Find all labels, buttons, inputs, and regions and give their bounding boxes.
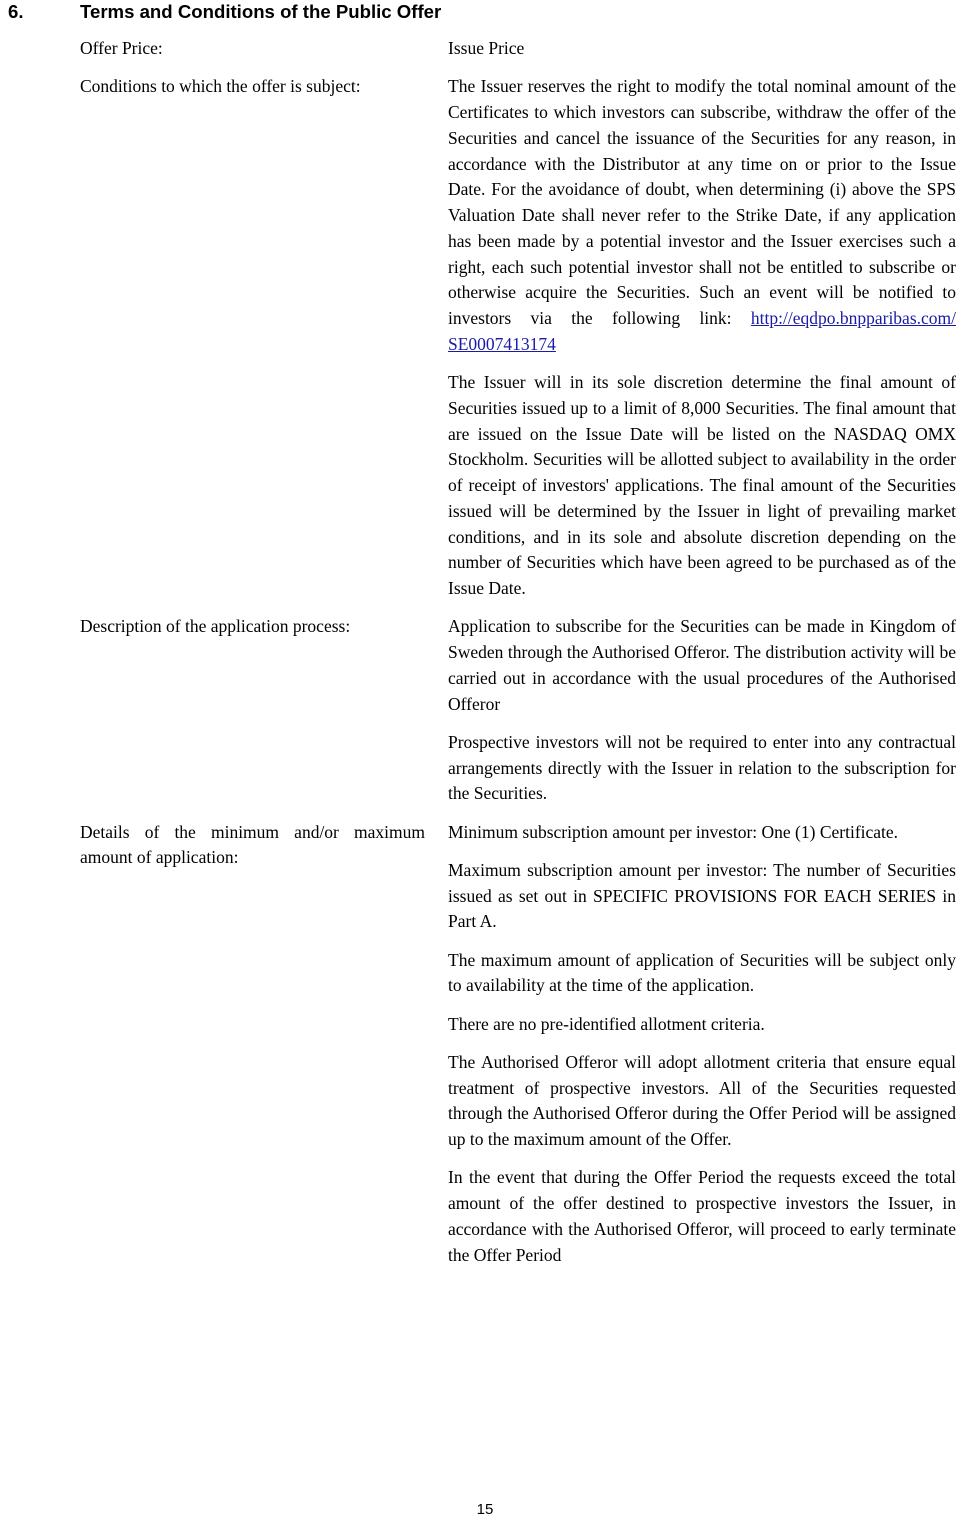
conditions-label: Conditions to which the offer is subject: xyxy=(80,76,361,97)
conditions-text: The Issuer reserves the right to modify the total nominal amount of the Certificates to which investors can subscribe, withdraw the offer of the Securities and cancel the issuance of the Securities for any reason, in accordance with the Distributor at any time on or prior to the Issue Date. For the avoidance of doubt, when determining (i) above the SPS Valuation Date shall never refer to the Strike Date, if any application has been made by a potential investor and the Issuer exercises such a right, each such potential investor shall not be entitled to subscribe or otherwise acquire the Securities. Such an event will be notified to investors via the following link: xyxy=(448,76,956,328)
section-title: Terms and Conditions of the Public Offer xyxy=(80,1,442,22)
min-max-paragraph-5: The Authorised Offeror will adopt allotment criteria that ensure equal treatment of prospective investors. All of the Securities requested through the Authorised Offeror during the Offer Period will be assigned up to the maximum amount of the Offer. xyxy=(448,1051,956,1149)
min-max-paragraph-4: There are no pre-identified allotment criteria. xyxy=(448,1013,765,1034)
application-process-label: Description of the application process: xyxy=(80,616,351,637)
application-process-row xyxy=(80,614,957,819)
application-process-value xyxy=(448,614,956,819)
notification-link[interactable]: http://eqdpo.bnpparibas.com/ SE0007413174 xyxy=(448,308,956,354)
min-max-paragraph-3: The maximum amount of application of Securities will be subject only to availability at the time of the application. xyxy=(448,949,956,996)
conditions-row xyxy=(80,74,957,614)
offer-price-label: Offer Price: xyxy=(80,38,163,58)
min-max-paragraph-2: Maximum subscription amount per investor: The number of Securities issued as set out in SPECIFIC PROVISIONS FOR EACH SERIES in Part A. xyxy=(448,859,956,932)
application-process-paragraph-1: Application to subscribe for the Securities can be made in Kingdom of Sweden through the Authorised Offeror. The distribution activity will be carried out in accordance with the usual procedures of the Authorised Offeror xyxy=(448,616,956,714)
min-max-paragraph-1: Minimum subscription amount per investor: One (1) Certificate. xyxy=(448,821,899,842)
offer-price-value xyxy=(448,36,956,74)
offer-price-text: Issue Price xyxy=(448,38,525,58)
page-number: 15 xyxy=(476,1501,494,1518)
terms-table xyxy=(80,36,957,1281)
conditions-value xyxy=(448,74,956,614)
min-max-row xyxy=(80,820,957,1281)
conditions-paragraph-1 xyxy=(448,74,956,357)
section-number: 6. xyxy=(8,1,24,22)
conditions-paragraph-2: The Issuer will in its sole discretion determine the final amount of Securities issued up to a limit of 8,000 Securities. The final amount that are issued on the Issue Date will be listed on the NASDAQ OMX Stockholm. Securities will be allotted subject to availability in the order of receipt of investors' applications. The final amount of the Securities issued will be determined by the Issuer in light of prevailing market conditions, and in its sole and absolute discretion depending on the number of Securities which have been agreed to be purchased as of the Issue Date. xyxy=(448,372,956,598)
min-max-paragraph-6: In the event that during the Offer Period the requests exceed the total amount of the offer destined to prospective investors the Issuer, in accordance with the Authorised Offeror, will proceed to early terminate the Offer Period xyxy=(448,1167,956,1265)
min-max-value xyxy=(448,820,956,1281)
application-process-paragraph-2: Prospective investors will not be required to enter into any contractual arrangements directly with the Issuer in relation to the subscription for the Securities. xyxy=(448,731,956,804)
min-max-label: Details of the minimum and/or maximum amount of application: xyxy=(80,821,425,868)
offer-price-row xyxy=(80,36,957,74)
